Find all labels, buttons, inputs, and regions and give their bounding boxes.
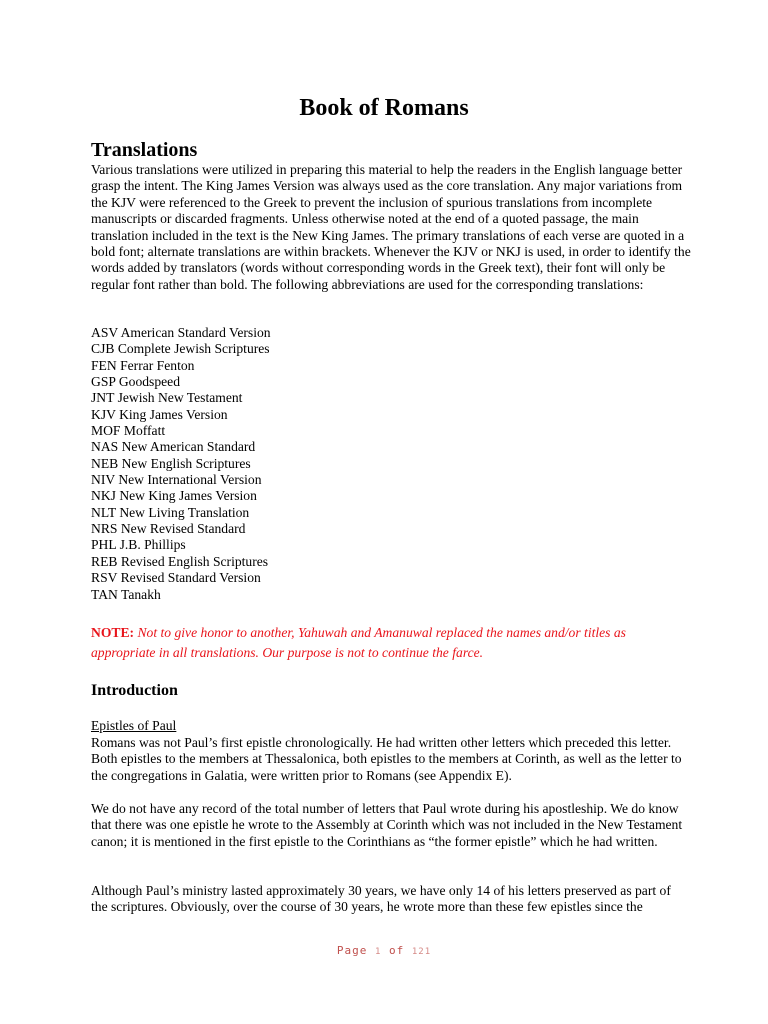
list-item: GSP Goodspeed [91,374,180,390]
page-number: 1 [374,947,382,957]
list-item: NAS New American Standard [91,439,256,455]
epistles-subheading: Epistles of Paul [91,718,177,733]
list-item: KJV King James Version [91,406,228,422]
list-item: PHL J.B. Phillips [91,537,186,553]
page-total: 121 [411,947,432,957]
list-item: MOF Moffatt [91,423,166,439]
document-title: Book of Romans [299,95,469,121]
list-item: NLT New Living Translation [91,504,250,520]
introduction-heading: Introduction [91,682,178,699]
list-item: RSV Revised Standard Version [91,570,261,586]
translations-paragraph: Various translations were utilized in preparing this material to help the readers in the English language better grasp the intent. The King James Version was always used as the core translation. Any major variations from the KJV were referenced to the Greek to prevent the inclusion of spurious translations from incomplete manuscripts or discarded fragments. Unless otherwise noted at the end of a quoted passage, the main translation included in the text is the New King James. The primary translations of each verse are quoted in a bold font; alternate translations are within brackets. Whenever the KJV or NKJ is used, in order to identify the words added by translators (words without corresponding words in the Greek text), their font will only be regular font rather than bold. The following abbreviations are used for the corresponding translations: [91,162,691,292]
intro-paragraph: Romans was not Paul’s first epistle chronologically. He had written other letters which preceded this letter. Both epistles to the members at Thessalonica, both epistles to the members at Corinth, as well as the letter to the congregations in Galatia, were written prior to Romans (see Appendix E). [91,735,682,783]
list-item: NEB New English Scriptures [91,455,251,471]
page-word: Page [336,944,368,957]
translation-note [91,623,691,662]
list-item: NIV New International Version [91,472,262,488]
translations-heading: Translations [91,139,198,161]
list-item: JNT Jewish New Testament [91,390,243,406]
list-item: REB Revised English Scriptures [91,553,269,569]
list-item: NRS New Revised Standard [91,521,246,537]
list-item: ASV American Standard Version [91,325,271,340]
of-word: of [389,944,405,957]
list-item: TAN Tanakh [91,586,161,602]
abbreviation-list [91,325,271,603]
note-label: NOTE: [91,625,135,640]
intro-paragraph: We do not have any record of the total number of letters that Paul wrote during his apostleship. We do know that there was one epistle he wrote to the Assembly at Corinth which was not included in the New Testament canon; it is mentioned in the first epistle to the Corinthians as “the former epistle” which he had written. [91,801,683,849]
note-text: Not to give honor to another, Yahuwah and Amanuwal replaced the names and/or titles as appropriate in all translations. Our purpose is not to continue the farce. [91,625,626,660]
list-item: CJB Complete Jewish Scriptures [91,341,270,357]
page-footer [0,944,768,957]
list-item: NKJ New King James Version [91,488,257,504]
list-item: FEN Ferrar Fenton [91,357,195,373]
intro-paragraph: Although Paul’s ministry lasted approximately 30 years, we have only 14 of his letters preserved as part of the scriptures. Obviously, over the course of 30 years, he wrote more than these few epistles since the [91,883,671,915]
